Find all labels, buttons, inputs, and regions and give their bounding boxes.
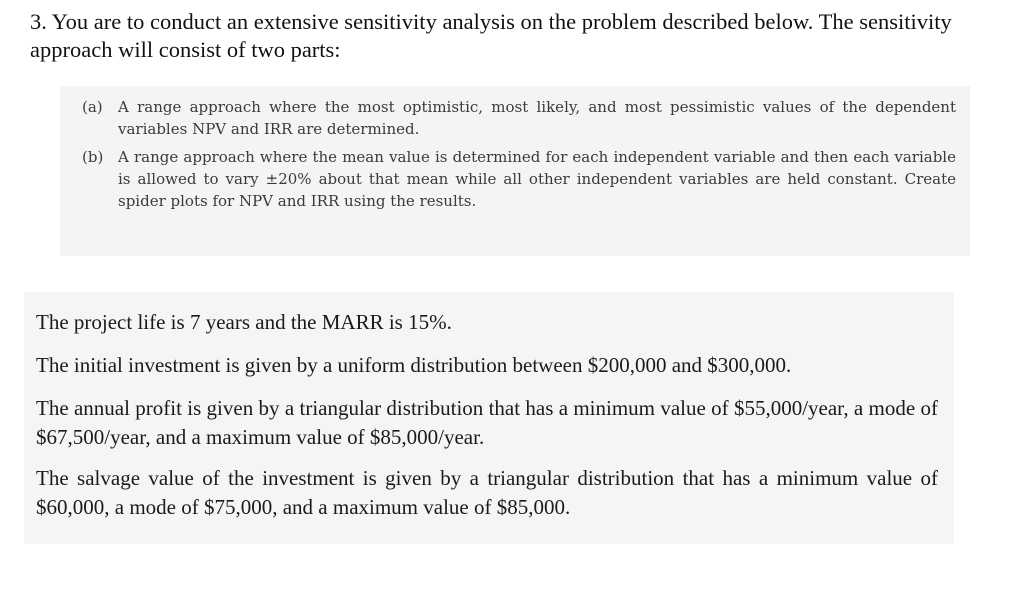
part-a-text: A range approach where the most optimistic, most likely, and most pessimistic values of the dependent variables NPV and IRR are determined. bbox=[118, 98, 956, 138]
salvage-value-text: The salvage value of the investment is given by a triangular distribution that has a minimum value of $60,000, a mode of $75,000, and a maximum value of $85,000. bbox=[36, 466, 938, 519]
sensitivity-parts-box bbox=[60, 86, 970, 256]
question-text: 3. You are to conduct an extensive sensitivity analysis on the problem described below. The sensitivity approach will consist of two parts: bbox=[30, 9, 952, 62]
part-b bbox=[82, 146, 956, 212]
part-a bbox=[82, 96, 956, 140]
part-b-text: A range approach where the mean value is determined for each independent variable and then each variable is allowed to vary ±20% about that mean while all other independent variables are held constant. Create spider plots for NPV and IRR using the results. bbox=[118, 148, 956, 210]
annual-profit-text: The annual profit is given by a triangular distribution that has a minimum value of $55,000/year, a mode of $67,500/year, and a maximum value of $85,000/year. bbox=[36, 396, 938, 449]
part-a-letter: (a) bbox=[82, 98, 103, 116]
project-life-text: The project life is 7 years and the MARR is 15%. bbox=[36, 310, 452, 334]
initial-investment-text: The initial investment is given by a uniform distribution between $200,000 and $300,000. bbox=[36, 353, 792, 377]
part-b-letter: (b) bbox=[82, 148, 104, 166]
problem-description-box bbox=[24, 292, 954, 544]
